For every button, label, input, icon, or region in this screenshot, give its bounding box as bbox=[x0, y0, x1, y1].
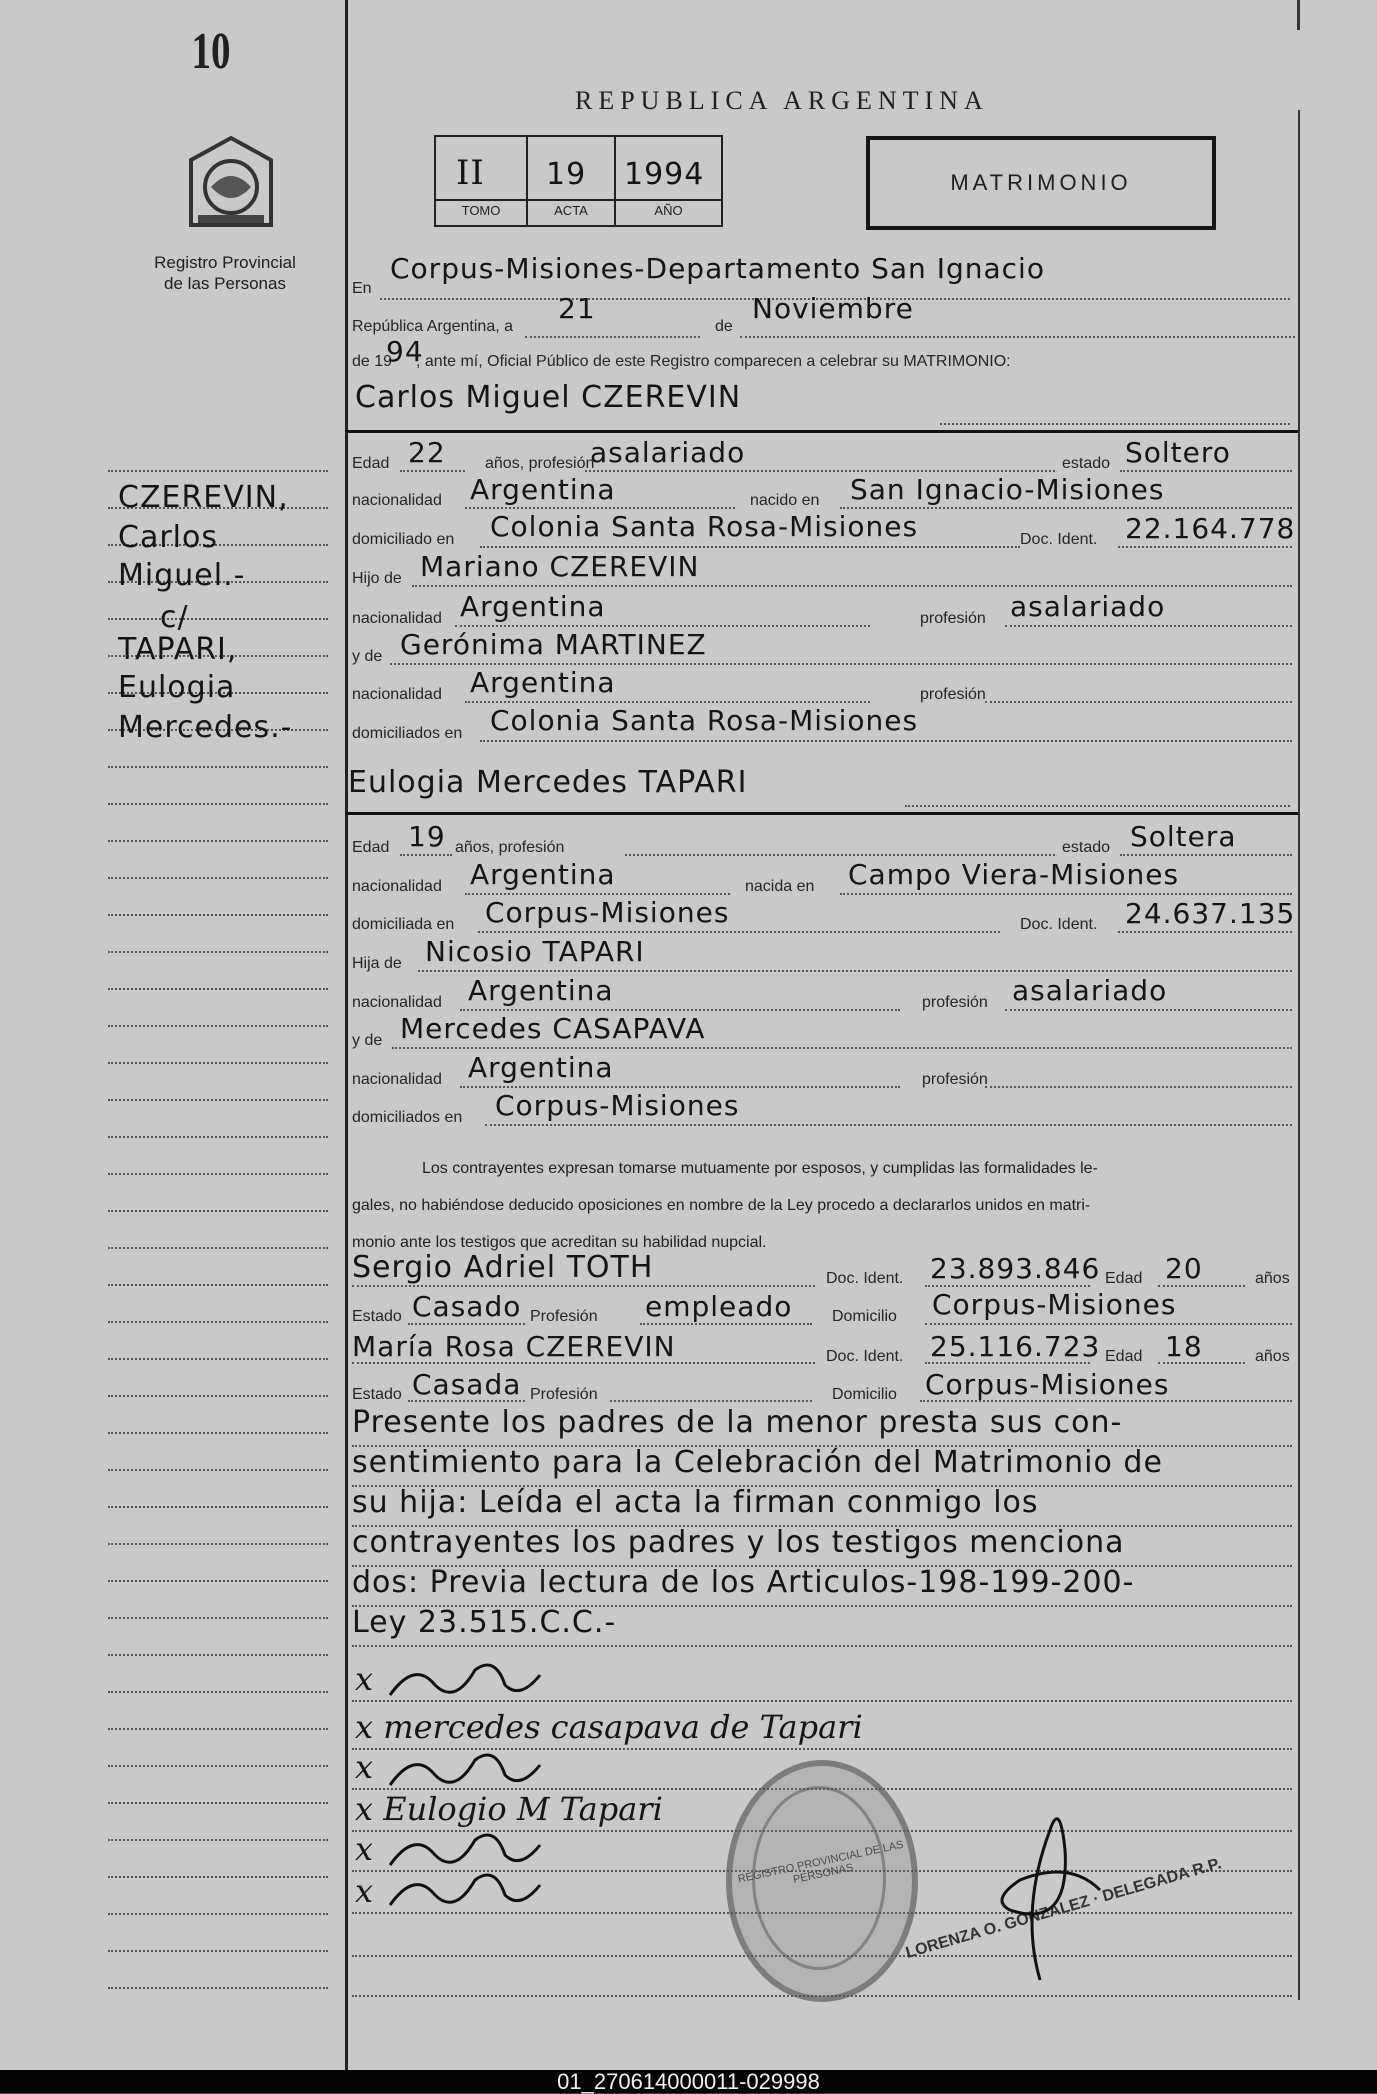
groom-doc: 22.164.778 bbox=[1125, 512, 1296, 545]
margin-dotted-line bbox=[108, 766, 328, 768]
right-margin-border bbox=[1298, 110, 1300, 2000]
witness2-anos-label: años bbox=[1255, 1348, 1290, 1365]
dotted-line bbox=[485, 1124, 1292, 1126]
record-type-box: MATRIMONIO bbox=[866, 136, 1216, 230]
dotted-line bbox=[465, 507, 735, 509]
witness1-estado: Casado bbox=[412, 1290, 522, 1323]
bride-nationality: Argentina bbox=[470, 858, 616, 891]
groom-father: Mariano CZEREVIN bbox=[420, 550, 700, 583]
signature-6: x bbox=[355, 1872, 374, 1910]
margin-dotted-line bbox=[108, 1728, 328, 1730]
republica-label: República Argentina, a bbox=[352, 318, 513, 335]
note-line: dos: Previa lectura de los Articulos-198-199-200- bbox=[352, 1565, 1135, 1600]
margin-dotted-line bbox=[108, 914, 328, 916]
dotted-line bbox=[352, 1362, 815, 1364]
legal-text-line: gales, no habiéndose deducido oposiciones en nombre de la Ley procedo a declararlos unidos en matri- bbox=[352, 1197, 1091, 1214]
tomo-label: TOMO bbox=[461, 203, 501, 218]
margin-dotted-line bbox=[108, 1950, 328, 1952]
bride-father-prof: asalariado bbox=[1012, 974, 1168, 1007]
dotted-line bbox=[412, 585, 1292, 587]
margin-dotted-line bbox=[108, 1136, 328, 1138]
bride-father: Nicosio TAPARI bbox=[425, 935, 645, 968]
dotted-line bbox=[840, 893, 1292, 895]
bride-mother-nat: Argentina bbox=[468, 1051, 614, 1084]
margin-dotted-line bbox=[108, 1025, 328, 1027]
dotted-line bbox=[460, 1009, 900, 1011]
margin-dotted-line bbox=[108, 1506, 328, 1508]
margin-dotted-line bbox=[108, 1654, 328, 1656]
dotted-line bbox=[480, 740, 1292, 742]
place-value: Corpus-Misiones-Departamento San Ignacio bbox=[390, 252, 1045, 285]
day-value: 21 bbox=[558, 292, 596, 325]
witness1-prof-label: Profesión bbox=[530, 1308, 598, 1325]
groom-father-prof: asalariado bbox=[1010, 590, 1166, 623]
margin-dotted-line bbox=[108, 470, 328, 472]
note-line: sentimiento para la Celebración del Matrimonio de bbox=[352, 1445, 1163, 1480]
witness2-edad-label: Edad bbox=[1105, 1348, 1143, 1365]
dotted-line bbox=[740, 336, 1295, 338]
dotted-line bbox=[1158, 1362, 1245, 1364]
bride-edad-label: Edad bbox=[352, 839, 390, 856]
margin-dotted-line bbox=[108, 877, 328, 879]
groom-mother: Gerónima MARTINEZ bbox=[400, 628, 707, 661]
note-line: Presente los padres de la menor presta sus con- bbox=[352, 1405, 1123, 1440]
dotted-line bbox=[925, 1323, 1292, 1325]
dotted-line bbox=[1005, 625, 1292, 627]
witness2-domicile: Corpus-Misiones bbox=[925, 1368, 1170, 1401]
registry-name: Registro Provincial de las Personas bbox=[154, 253, 296, 293]
note-line: contrayentes los padres y los testigos menciona bbox=[352, 1525, 1125, 1560]
dotted-line bbox=[1005, 1009, 1292, 1011]
bride-estado-label: estado bbox=[1062, 839, 1111, 856]
margin-dotted-line bbox=[108, 1802, 328, 1804]
dotted-line bbox=[925, 1362, 1090, 1364]
groom-dom-label: domiciliado en bbox=[352, 531, 455, 548]
dotted-line bbox=[1118, 931, 1292, 933]
margin-dotted-line bbox=[108, 803, 328, 805]
dotted-line bbox=[525, 336, 700, 338]
signature-2: x mercedes casapava de Tapari bbox=[355, 1708, 863, 1746]
margin-dotted-line bbox=[108, 1469, 328, 1471]
margin-note-line: Miguel.- bbox=[118, 558, 246, 593]
dotted-line bbox=[1158, 1285, 1245, 1287]
witness1-name: Sergio Adriel TOTH bbox=[352, 1250, 654, 1285]
groom-father-nac-label: nacionalidad bbox=[352, 610, 442, 627]
dotted-line bbox=[905, 805, 1290, 807]
signature-4: x Eulogio M Tapari bbox=[355, 1790, 663, 1828]
bride-estado: Soltera bbox=[1130, 820, 1237, 853]
dotted-line bbox=[400, 470, 465, 472]
margin-dotted-line bbox=[108, 1839, 328, 1841]
bride-dom-label: domiciliada en bbox=[352, 916, 455, 933]
margin-dotted-line bbox=[108, 1765, 328, 1767]
year-prefix-label: de 19 bbox=[352, 353, 393, 370]
signature-scribble-1 bbox=[385, 1655, 545, 1705]
page-number: 10 bbox=[191, 23, 231, 80]
dotted-line bbox=[640, 1323, 812, 1325]
groom-profession: asalariado bbox=[590, 436, 746, 469]
ano-label: AÑO bbox=[654, 203, 683, 218]
witness1-edad-label: Edad bbox=[1105, 1270, 1143, 1287]
dotted-line bbox=[352, 1285, 815, 1287]
groom-born-label: nacido en bbox=[750, 492, 820, 509]
groom-doc-label: Doc. Ident. bbox=[1020, 531, 1098, 548]
bride-rule bbox=[345, 812, 1298, 815]
groom-mother-nac-label: nacionalidad bbox=[352, 686, 442, 703]
groom-parents-dom-label: domiciliados en bbox=[352, 725, 463, 742]
bride-mother: Mercedes CASAPAVA bbox=[400, 1012, 706, 1045]
bride-doc: 24.637.135 bbox=[1125, 897, 1296, 930]
margin-note-line: Eulogia bbox=[118, 670, 236, 705]
bride-nac-label: nacionalidad bbox=[352, 878, 442, 895]
margin-dotted-line bbox=[108, 1395, 328, 1397]
bride-father-prof-label: profesión bbox=[922, 994, 988, 1011]
official-stamp: LORENZA O. GONZALEZ · DELEGADA R.P. bbox=[903, 1855, 1224, 1962]
margin-dotted-line bbox=[108, 951, 328, 953]
margin-dotted-line bbox=[108, 1913, 328, 1915]
margin-note-line: Carlos bbox=[118, 520, 218, 555]
en-label: En bbox=[352, 280, 372, 297]
dotted-line bbox=[465, 701, 870, 703]
bride-parents-dom: Corpus-Misiones bbox=[495, 1089, 740, 1122]
margin-dotted-line bbox=[108, 1358, 328, 1360]
right-edge-mark bbox=[1297, 0, 1300, 30]
bride-parents-dom-label: domiciliados en bbox=[352, 1109, 463, 1126]
witness1-anos-label: años bbox=[1255, 1270, 1290, 1287]
tomo-value: II bbox=[456, 153, 485, 193]
dotted-line bbox=[610, 1400, 812, 1402]
bride-age: 19 bbox=[408, 820, 446, 853]
statement-label: , ante mí, Oficial Público de este Registro comparecen a celebrar su MATRIMONIO: bbox=[416, 353, 1011, 370]
dotted-line bbox=[985, 701, 1292, 703]
margin-dotted-line bbox=[108, 1173, 328, 1175]
record-box bbox=[434, 135, 723, 227]
note-dotted-line bbox=[352, 1645, 1292, 1647]
margin-dotted-line bbox=[108, 1099, 328, 1101]
groom-age: 22 bbox=[408, 436, 446, 469]
groom-estado: Soltero bbox=[1125, 436, 1231, 469]
note-line: Ley 23.515.C.C.- bbox=[352, 1605, 617, 1640]
bride-name: Eulogia Mercedes TAPARI bbox=[348, 765, 748, 800]
de-label: de bbox=[715, 318, 733, 335]
groom-estado-label: estado bbox=[1062, 455, 1111, 472]
bride-hija-label: Hija de bbox=[352, 955, 402, 972]
legal-text bbox=[352, 1150, 1297, 1261]
witness1-estado-label: Estado bbox=[352, 1308, 402, 1325]
witness2-doc: 25.116.723 bbox=[930, 1330, 1101, 1363]
bride-father-nat: Argentina bbox=[468, 974, 614, 1007]
bride-anos-label: años, profesión bbox=[455, 839, 565, 856]
witness1-profession: empleado bbox=[645, 1290, 793, 1323]
month-value: Noviembre bbox=[752, 292, 914, 325]
dotted-line bbox=[408, 1400, 525, 1402]
bride-birthplace: Campo Viera-Misiones bbox=[848, 858, 1180, 891]
year-suffix-value: 94 bbox=[386, 335, 424, 368]
country-title: REPUBLICA ARGENTINA bbox=[575, 86, 989, 115]
witness1-dom-label: Domicilio bbox=[832, 1308, 897, 1325]
margin-dotted-line bbox=[108, 1543, 328, 1545]
groom-name: Carlos Miguel CZEREVIN bbox=[355, 380, 742, 415]
signature-5: x bbox=[355, 1830, 374, 1868]
legal-text-line: monio ante los testigos que acreditan su habilidad nupcial. bbox=[352, 1234, 767, 1251]
margin-dotted-line bbox=[108, 988, 328, 990]
dotted-line bbox=[920, 1400, 1292, 1402]
dotted-line bbox=[465, 893, 730, 895]
groom-parents-dom: Colonia Santa Rosa-Misiones bbox=[490, 704, 919, 737]
margin-dotted-line bbox=[108, 1432, 328, 1434]
dotted-line bbox=[392, 1047, 1292, 1049]
groom-nationality: Argentina bbox=[470, 473, 616, 506]
margin-dotted-line bbox=[108, 1876, 328, 1878]
witness2-dom-label: Domicilio bbox=[832, 1386, 897, 1403]
dotted-line bbox=[400, 854, 452, 856]
bride-yde-label: y de bbox=[352, 1032, 383, 1049]
bride-mother-prof-label: profesión bbox=[922, 1071, 988, 1088]
bride-father-nac-label: nacionalidad bbox=[352, 994, 442, 1011]
signature-1: x bbox=[355, 1660, 374, 1698]
bride-domicile: Corpus-Misiones bbox=[485, 896, 730, 929]
witness2-age: 18 bbox=[1165, 1330, 1203, 1363]
bride-doc-label: Doc. Ident. bbox=[1020, 916, 1098, 933]
witness2-name: María Rosa CZEREVIN bbox=[352, 1330, 676, 1363]
margin-note-line: CZEREVIN, bbox=[118, 480, 289, 515]
groom-birthplace: San Ignacio-Misiones bbox=[850, 473, 1165, 506]
acta-label: ACTA bbox=[554, 203, 588, 218]
witness2-estado-label: Estado bbox=[352, 1386, 402, 1403]
margin-dotted-line bbox=[108, 618, 328, 620]
margin-dotted-line bbox=[108, 1580, 328, 1582]
official-signature-icon bbox=[980, 1790, 1110, 1990]
bride-born-label: nacida en bbox=[745, 878, 815, 895]
groom-mother-nat: Argentina bbox=[470, 666, 616, 699]
groom-yde-label: y de bbox=[352, 648, 383, 665]
witness2-prof-label: Profesión bbox=[530, 1386, 598, 1403]
margin-dotted-line bbox=[108, 1617, 328, 1619]
margin-dotted-line bbox=[108, 1062, 328, 1064]
dotted-line bbox=[460, 1086, 900, 1088]
margin-dotted-line bbox=[108, 1691, 328, 1693]
signature-scribble-2 bbox=[385, 1745, 545, 1795]
dotted-line bbox=[1120, 854, 1292, 856]
witness1-doc-label: Doc. Ident. bbox=[826, 1270, 904, 1287]
dotted-line bbox=[390, 663, 1292, 665]
footer-id: 01_270614000011-029998 bbox=[0, 2070, 1377, 2093]
witness1-age: 20 bbox=[1165, 1252, 1203, 1285]
groom-mother-prof-label: profesión bbox=[920, 686, 986, 703]
margin-note-line: TAPARI, bbox=[118, 632, 238, 667]
dotted-line bbox=[1120, 470, 1292, 472]
groom-father-nat: Argentina bbox=[460, 590, 606, 623]
dotted-line bbox=[408, 1323, 525, 1325]
dotted-line bbox=[480, 546, 1020, 548]
groom-hijo-label: Hijo de bbox=[352, 570, 402, 587]
province-seal-icon bbox=[176, 130, 286, 240]
margin-dotted-line bbox=[108, 1284, 328, 1286]
dotted-line bbox=[418, 970, 1292, 972]
dotted-line bbox=[925, 1285, 1090, 1287]
groom-anos-label: años, profesión bbox=[485, 455, 595, 472]
witness1-doc: 23.893.846 bbox=[930, 1252, 1101, 1285]
witness2-estado: Casada bbox=[412, 1368, 522, 1401]
registry-stamp: REGISTRO PROVINCIAL DE LAS PERSONAS bbox=[726, 1760, 918, 2002]
groom-domicile: Colonia Santa Rosa-Misiones bbox=[490, 510, 919, 543]
dotted-line bbox=[585, 470, 1055, 472]
acta-value: 19 bbox=[546, 157, 587, 192]
dotted-line bbox=[940, 423, 1290, 425]
left-margin-border bbox=[345, 0, 348, 2070]
note-line: su hija: Leída el acta la firman conmigo los bbox=[352, 1485, 1039, 1520]
groom-rule bbox=[345, 430, 1298, 433]
signature-scribble-4 bbox=[385, 1865, 545, 1915]
ano-value: 1994 bbox=[624, 157, 705, 192]
dotted-line bbox=[625, 854, 1055, 856]
margin-note-line: Mercedes.- bbox=[118, 710, 293, 745]
margin-dotted-line bbox=[108, 1247, 328, 1249]
legal-text-line: Los contrayentes expresan tomarse mutuamente por esposos, y cumplidas las formalidades le- bbox=[422, 1160, 1098, 1177]
witness2-doc-label: Doc. Ident. bbox=[826, 1348, 904, 1365]
margin-note-line: c/ bbox=[160, 600, 189, 635]
margin-dotted-line bbox=[108, 1321, 328, 1323]
groom-edad-label: Edad bbox=[352, 455, 390, 472]
margin-dotted-line bbox=[108, 1987, 328, 1989]
bride-mother-nac-label: nacionalidad bbox=[352, 1071, 442, 1088]
dotted-line bbox=[455, 625, 870, 627]
dotted-line bbox=[840, 507, 1292, 509]
groom-father-prof-label: profesión bbox=[920, 610, 986, 627]
witness1-domicile: Corpus-Misiones bbox=[932, 1288, 1177, 1321]
margin-dotted-line bbox=[108, 840, 328, 842]
groom-nac-label: nacionalidad bbox=[352, 492, 442, 509]
dotted-line bbox=[478, 931, 1000, 933]
margin-dotted-line bbox=[108, 1210, 328, 1212]
dotted-line bbox=[1118, 546, 1292, 548]
dotted-line bbox=[985, 1086, 1292, 1088]
signature-3: x bbox=[355, 1748, 374, 1786]
